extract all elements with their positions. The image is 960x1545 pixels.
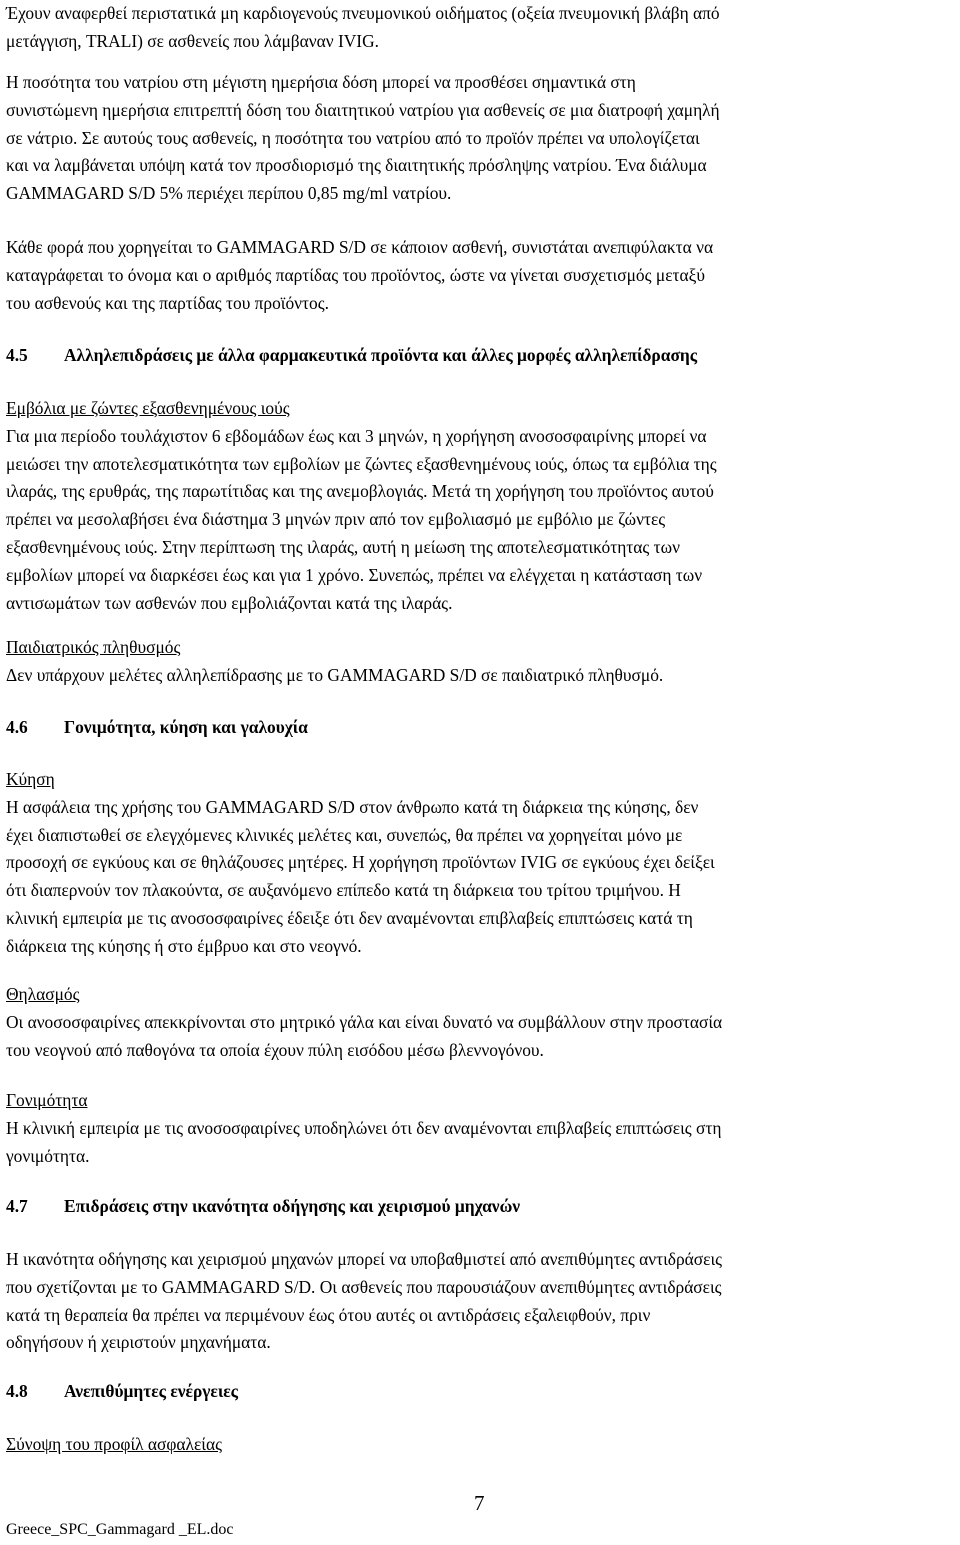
paragraph-breastfeeding <box>6 981 958 1064</box>
text-line: συνιστώμενη ημερήσια επιτρεπτή δόση του διαιτητικού νατρίου για ασθενείς σε μια διατροφή χαμηλή <box>6 99 720 120</box>
text-line: Η ποσότητα του νατρίου στη μέγιστη ημερήσια δόση μπορεί να προσθέσει σημαντικά στη <box>6 72 636 92</box>
subheading-breastfeeding: Θηλασμός <box>6 984 80 1004</box>
paragraph-batch <box>6 234 958 317</box>
section-heading-4-5 <box>6 342 958 370</box>
text-line: κλινική εμπειρία με τις ανοσοσφαιρίνες έδειξε ότι δεν αναμένονται επιβλαβείς επιπτώσεις κατά τη <box>6 907 693 928</box>
text-line: Έχουν αναφερθεί περιστατικά μη καρδιογενούς πνευμονικού οιδήματος (οξεία πνευμονική βλάβη από <box>6 3 720 23</box>
subheading-pregnancy: Κύηση <box>6 769 55 789</box>
text-line: εμβολίων μπορεί να διαρκέσει έως και για 1 χρόνο. Συνεπώς, πρέπει να ελέγχεται η κατάσταση των <box>6 564 703 585</box>
section-title: Ανεπιθύμητες ενέργειες <box>64 1381 239 1401</box>
section-title: Γονιμότητα, κύηση και γαλουχία <box>64 717 308 737</box>
section-title: Επιδράσεις στην ικανότητα οδήγησης και χειρισμού μηχανών <box>64 1196 521 1216</box>
text-line: του νεογνού από παθογόνα τα οποία έχουν πύλη εισόδου μέσω βλεννογόνου. <box>6 1039 544 1060</box>
text-line: GAMMAGARD S/D 5% περιέχει περίπου 0,85 mg/ml νατρίου. <box>6 183 452 204</box>
text-line: πρέπει να μεσολαβήσει ένα διάστημα 3 μηνών πριν από τον εμβολιασμό με εμβόλιο με ζώντες <box>6 509 666 530</box>
page-number: 7 <box>474 1491 485 1515</box>
paragraph-fertility <box>6 1087 958 1170</box>
text-line: Δεν υπάρχουν μελέτες αλληλεπίδρασης με το GAMMAGARD S/D σε παιδιατρικό πληθυσμό. <box>6 664 664 685</box>
text-line: Για μια περίοδο τουλάχιστον 6 εβδομάδων έως και 3 μηνών, η χορήγηση ανοσοσφαιρίνης μπορεί να <box>6 425 707 446</box>
section-heading-4-7 <box>6 1193 958 1221</box>
paragraph-safety <box>6 1431 958 1459</box>
text-line: Η ασφάλεια της χρήσης του GAMMAGARD S/D στον άνθρωπο κατά τη διάρκεια της κύησης, δεν <box>6 796 699 817</box>
subheading-vaccines: Εμβόλια με ζώντες εξασθενημένους ιούς <box>6 398 290 418</box>
text-line: του ασθενούς και της παρτίδας του προϊόντος. <box>6 292 329 313</box>
text-line: εξασθενημένους ιούς. Στην περίπτωση της ιλαράς, αυτή η μείωση της αποτελεσματικότητας των <box>6 536 680 557</box>
section-title: Αλληλεπιδράσεις με άλλα φαρμακευτικά προϊόντα και άλλες μορφές αλληλεπίδρασης <box>64 345 698 365</box>
text-line: γονιμότητα. <box>6 1145 90 1166</box>
text-line: Η κλινική εμπειρία με τις ανοσοσφαιρίνες υποδηλώνει ότι δεν αναμένονται επιβλαβείς επιπτώσεις στη <box>6 1117 722 1138</box>
text-line: αντισωμάτων των ασθενών που εμβολιάζονται κατά της ιλαράς. <box>6 592 453 613</box>
text-line: που σχετίζονται με το GAMMAGARD S/D. Οι ασθενείς που παρουσιάζουν ανεπιθύμητες αντιδράσεις <box>6 1276 722 1297</box>
text-line: μειώσει την αποτελεσματικότητα των εμβολίων με ζώντες εξασθενημένους ιούς, όπως τα εμβόλια της <box>6 453 717 474</box>
subheading-fertility: Γονιμότητα <box>6 1090 88 1110</box>
subheading-pediatric: Παιδιατρικός πληθυσμός <box>6 637 181 657</box>
paragraph-pregnancy <box>6 766 958 961</box>
section-heading-4-6 <box>6 714 958 742</box>
text-line: μετάγγιση, TRALI) σε ασθενείς που λάμβαναν IVIG. <box>6 30 379 51</box>
paragraph-sodium <box>6 69 958 208</box>
section-number: 4.6 <box>6 717 28 737</box>
text-line: κατά τη θεραπεία θα πρέπει να περιμένουν έως ότου αυτές οι αντιδράσεις εξαλειφθούν, πριν <box>6 1304 651 1325</box>
text-line: προσοχή σε εγκύους και σε θηλάζουσες μητέρες. Η χορήγηση προϊόντων IVIG σε εγκύους έχει δείξει <box>6 852 715 873</box>
text-line: και να λαμβάνεται υπόψη κατά τον προσδιορισμό της διαιτητικής πρόσληψης νατρίου. Ένα διάλυμα <box>6 155 707 176</box>
text-line: σε νάτριο. Σε αυτούς τους ασθενείς, η ποσότητα του νατρίου από το προϊόν πρέπει να υπολογίζεται <box>6 127 700 148</box>
section-number: 4.7 <box>6 1196 28 1216</box>
text-line: ιλαράς, της ερυθράς, της παρωτίτιδας και της ανεμοβλογιάς. Μετά τη χορήγηση του προϊόντος αυτού <box>6 481 714 502</box>
text-line: Κάθε φορά που χορηγείται το GAMMAGARD S/D σε κάποιον ασθενή, συνιστάται ανεπιφύλακτα να <box>6 237 714 257</box>
section-heading-4-8 <box>6 1378 958 1406</box>
text-line: οδηγήσουν ή χειριστούν μηχανήματα. <box>6 1332 271 1353</box>
paragraph-vaccines <box>6 395 958 617</box>
subheading-safety-profile: Σύνοψη του προφίλ ασφαλείας <box>6 1434 222 1454</box>
text-line: διάρκεια της κύησης ή στο έμβρυο και στο νεογνό. <box>6 935 362 956</box>
text-line: ότι διαπερνούν τον πλακούντα, σε αυξανόμενο επίπεδο κατά τη διάρκεια του τρίτου τριμήνου. Η <box>6 880 681 901</box>
section-number: 4.8 <box>6 1381 28 1401</box>
section-number: 4.5 <box>6 345 28 365</box>
text-line: καταγράφεται το όνομα και ο αριθμός παρτίδας του προϊόντος, ώστε να γίνεται συσχετισμός μεταξύ <box>6 264 705 285</box>
footer-file-name: Greece_SPC_Gammagard _EL.doc <box>6 1521 234 1538</box>
paragraph-pediatric <box>6 634 958 690</box>
text-line: Οι ανοσοσφαιρίνες απεκκρίνονται στο μητρικό γάλα και είναι δυνατό να συμβάλλουν στην προστασία <box>6 1011 723 1032</box>
text-line: έχει διαπιστωθεί σε ελεγχόμενες κλινικές μελέτες και, συνεπώς, θα πρέπει να χορηγείται μόνο με <box>6 824 683 845</box>
paragraph-trali <box>6 0 958 56</box>
paragraph-driving <box>6 1246 958 1357</box>
text-line: Η ικανότητα οδήγησης και χειρισμού μηχανών μπορεί να υποβαθμιστεί από ανεπιθύμητες αντιδράσεις <box>6 1249 723 1269</box>
